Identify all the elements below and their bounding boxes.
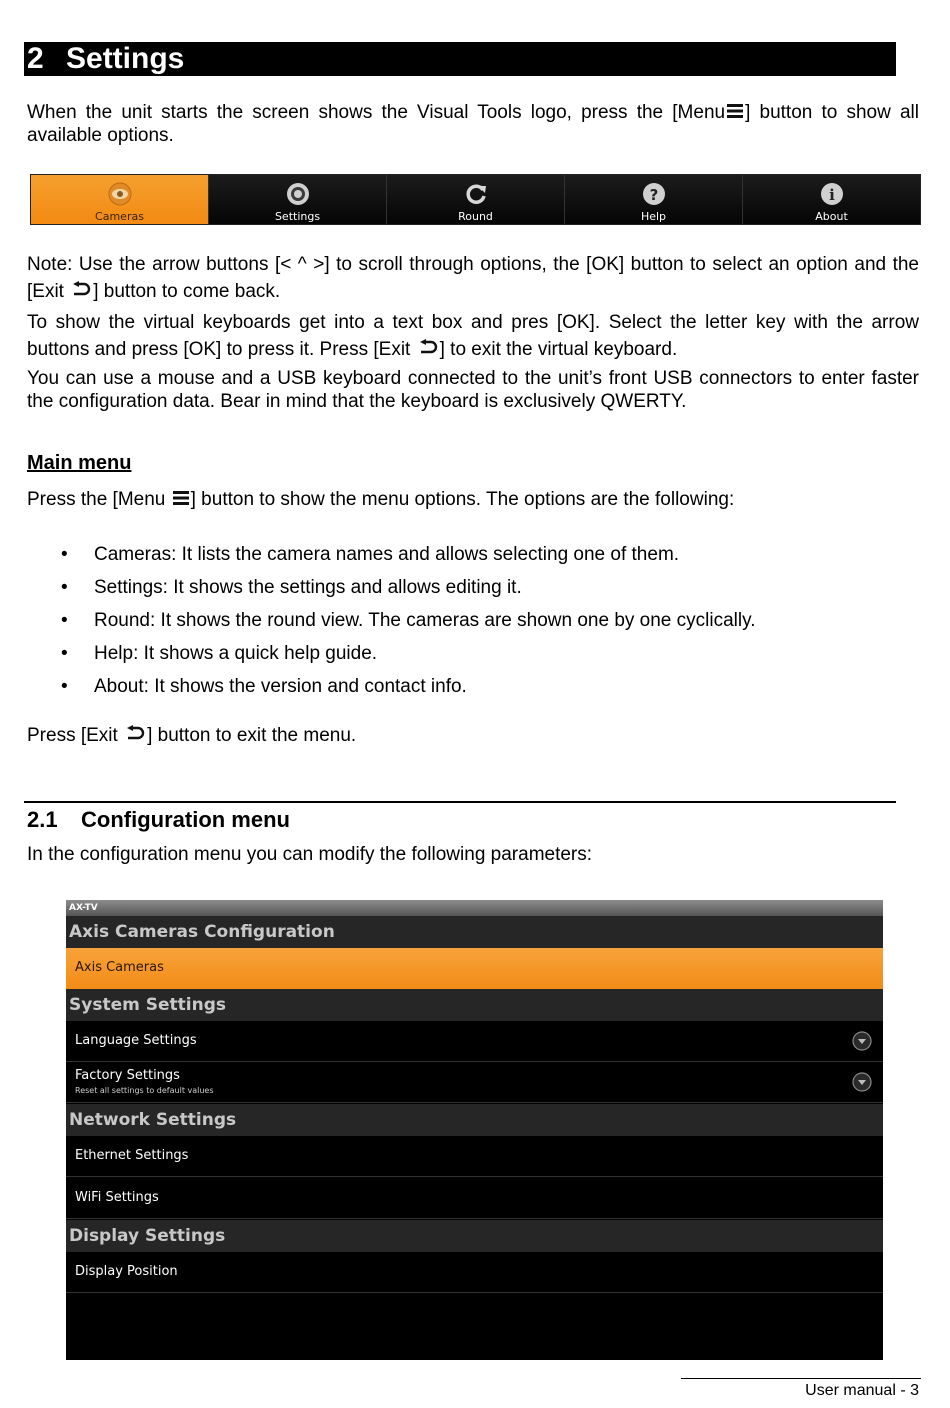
page-footer: User manual - 3: [805, 1382, 919, 1399]
item-label: WiFi Settings: [75, 1190, 159, 1205]
chevron-down-icon[interactable]: [852, 1031, 872, 1051]
intro-paragraph: [27, 101, 919, 147]
note-text-1: Note: Use the arrow buttons [< ^ >] to scroll through options, the [OK] button to select an option and the [Exit: [27, 254, 919, 302]
exit-menu-paragraph: [27, 724, 919, 747]
menu-tab-label: Round: [458, 210, 493, 223]
keyboard-text-2: ] to exit the virtual keyboard.: [439, 339, 678, 360]
menu-tab-round[interactable]: [387, 175, 565, 224]
chevron-down-icon[interactable]: [852, 1072, 872, 1092]
menu-tab-label: Cameras: [95, 210, 144, 223]
note-text-2: ] button to come back.: [93, 281, 281, 302]
category-axis: Axis Cameras Configuration: [66, 916, 883, 948]
subsection-title: Configuration menu: [81, 807, 290, 832]
item-language-settings[interactable]: [66, 1021, 883, 1062]
press-text-2: ] button to show the menu options. The options are the following:: [190, 489, 735, 510]
configuration-screenshot: [66, 900, 883, 1360]
list-item: • Cameras: It lists the camera names and allows selecting one of them.: [27, 538, 755, 571]
subsection-number: 2.1: [27, 807, 58, 832]
list-item: • Settings: It shows the settings and allows editing it.: [27, 571, 755, 604]
item-label: Factory Settings: [75, 1068, 180, 1083]
eye-icon: [107, 181, 133, 207]
usb-paragraph: You can use a mouse and a USB keyboard connected to the unit’s front USB connectors to enter faster the configuration data. Bear in mind that the keyboard is exclusively QWERTY.: [27, 368, 919, 412]
note-paragraph: [27, 251, 919, 305]
keyboard-text-1: To show the virtual keyboards get into a text box and pres [OK]. Select the letter key with the arrow buttons and press [OK] to press it. Press [Exit: [27, 312, 919, 360]
main-menu-intro: [27, 488, 919, 511]
item-label: Axis Cameras: [75, 960, 164, 975]
list-item: • Help: It shows a quick help guide.: [27, 637, 755, 670]
menu-tab-label: Help: [640, 210, 667, 223]
menu-icon: [172, 489, 190, 507]
keyboard-paragraph: [27, 309, 919, 363]
item-label: Language Settings: [75, 1033, 197, 1048]
menu-tab-label: About: [815, 210, 848, 223]
section-number: 2: [27, 42, 44, 75]
app-title-bar: AX-TV: [66, 900, 883, 916]
item-display-position[interactable]: [66, 1252, 883, 1293]
help-icon: [641, 181, 667, 207]
category-display: Display Settings: [66, 1220, 883, 1252]
section-title: Settings: [66, 42, 185, 75]
svg-text:i: i: [828, 186, 835, 204]
exit-text-1: Press [Exit: [27, 725, 124, 746]
list-item: • Round: It shows the round view. The cameras are shown one by one cyclically.: [27, 604, 755, 637]
item-sublabel: Reset all settings to default values: [75, 1086, 214, 1095]
main-menu-screenshot: [30, 174, 921, 225]
main-menu-heading: Main menu: [27, 452, 132, 474]
exit-icon: [125, 725, 145, 743]
subsection-intro: In the configuration menu you can modify the following parameters:: [27, 844, 593, 865]
category-system: System Settings: [66, 989, 883, 1021]
svg-text:?: ?: [649, 186, 658, 204]
exit-text-2: ] button to exit the menu.: [147, 725, 357, 746]
intro-text-2: ] button to show all available options.: [27, 102, 919, 146]
menu-tab-help[interactable]: [565, 175, 743, 224]
subsection-rule: [24, 801, 896, 803]
item-axis-cameras[interactable]: [66, 948, 883, 989]
item-ethernet-settings[interactable]: [66, 1136, 883, 1177]
menu-tab-about[interactable]: [743, 175, 920, 224]
item-label: Display Position: [75, 1264, 178, 1279]
list-item: • About: It shows the version and contact info.: [27, 670, 755, 703]
menu-icon: [726, 102, 744, 120]
exit-icon: [418, 339, 438, 357]
gear-icon: [285, 181, 311, 207]
item-label: Ethernet Settings: [75, 1148, 189, 1163]
intro-text-1: When the unit starts the screen shows the Visual Tools logo, press the [Menu: [27, 102, 726, 123]
refresh-icon: [463, 181, 489, 207]
item-wifi-settings[interactable]: [66, 1178, 883, 1219]
footer-rule: [681, 1378, 921, 1379]
item-factory-settings[interactable]: [66, 1062, 883, 1103]
press-text-1: Press the [Menu: [27, 489, 171, 510]
menu-tab-settings[interactable]: [209, 175, 387, 224]
menu-tab-cameras[interactable]: [31, 175, 209, 224]
category-network: Network Settings: [66, 1104, 883, 1136]
info-icon: [819, 181, 845, 207]
exit-icon: [71, 281, 91, 299]
menu-tab-label: Settings: [274, 210, 321, 223]
menu-options-list: [27, 538, 755, 703]
